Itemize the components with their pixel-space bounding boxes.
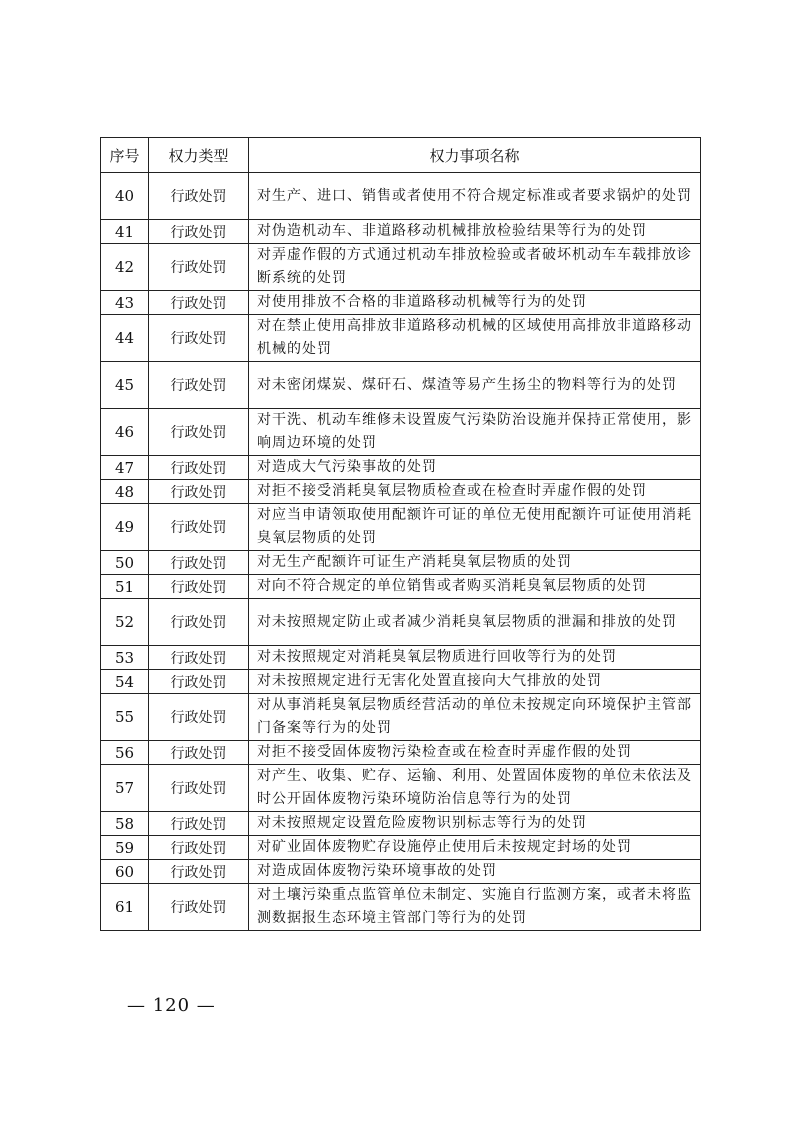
row-item-name: 对在禁止使用高排放非道路移动机械的区域使用高排放非道路移动机械的处罚 <box>249 315 701 362</box>
row-power-type: 行政处罚 <box>149 741 249 765</box>
row-power-type: 行政处罚 <box>149 220 249 244</box>
row-serial-number: 54 <box>101 670 149 694</box>
row-item-name: 对向不符合规定的单位销售或者购买消耗臭氧层物质的处罚 <box>249 575 701 599</box>
row-item-name: 对从事消耗臭氧层物质经营活动的单位未按规定向环境保护主管部门备案等行为的处罚 <box>249 694 701 741</box>
header-power-type: 权力类型 <box>149 138 249 173</box>
row-power-type: 行政处罚 <box>149 504 249 551</box>
page-number: — 120 — <box>127 995 216 1016</box>
row-item-name: 对应当申请领取使用配额许可证的单位无使用配额许可证使用消耗臭氧层物质的处罚 <box>249 504 701 551</box>
row-serial-number: 46 <box>101 409 149 456</box>
row-serial-number: 45 <box>101 362 149 409</box>
row-power-type: 行政处罚 <box>149 409 249 456</box>
row-serial-number: 43 <box>101 291 149 315</box>
row-serial-number: 61 <box>101 884 149 931</box>
row-power-type: 行政处罚 <box>149 480 249 504</box>
row-item-name: 对未按照规定防止或者减少消耗臭氧层物质的泄漏和排放的处罚 <box>249 599 701 646</box>
header-serial-number: 序号 <box>101 138 149 173</box>
table-row <box>101 836 701 860</box>
row-power-type: 行政处罚 <box>149 836 249 860</box>
table-row <box>101 599 701 646</box>
row-item-name: 对未按照规定进行无害化处置直接向大气排放的处罚 <box>249 670 701 694</box>
row-item-name: 对无生产配额许可证生产消耗臭氧层物质的处罚 <box>249 551 701 575</box>
header-item-name: 权力事项名称 <box>249 138 701 173</box>
row-serial-number: 52 <box>101 599 149 646</box>
table-row <box>101 291 701 315</box>
table-row <box>101 244 701 291</box>
row-serial-number: 49 <box>101 504 149 551</box>
row-serial-number: 53 <box>101 646 149 670</box>
row-power-type: 行政处罚 <box>149 599 249 646</box>
row-item-name: 对矿业固体废物贮存设施停止使用后未按规定封场的处罚 <box>249 836 701 860</box>
table-row <box>101 670 701 694</box>
row-serial-number: 60 <box>101 860 149 884</box>
row-item-name: 对造成固体废物污染环境事故的处罚 <box>249 860 701 884</box>
row-item-name: 对产生、收集、贮存、运输、利用、处置固体废物的单位未依法及时公开固体废物污染环境防治信息等行为的处罚 <box>249 765 701 812</box>
row-power-type: 行政处罚 <box>149 456 249 480</box>
row-item-name: 对生产、进口、销售或者使用不符合规定标准或者要求锅炉的处罚 <box>249 173 701 220</box>
row-power-type: 行政处罚 <box>149 173 249 220</box>
row-serial-number: 57 <box>101 765 149 812</box>
row-serial-number: 59 <box>101 836 149 860</box>
row-power-type: 行政处罚 <box>149 575 249 599</box>
table-row <box>101 741 701 765</box>
table-row <box>101 551 701 575</box>
row-serial-number: 44 <box>101 315 149 362</box>
row-item-name: 对使用排放不合格的非道路移动机械等行为的处罚 <box>249 291 701 315</box>
row-item-name: 对伪造机动车、非道路移动机械排放检验结果等行为的处罚 <box>249 220 701 244</box>
row-item-name: 对未密闭煤炭、煤矸石、煤渣等易产生扬尘的物料等行为的处罚 <box>249 362 701 409</box>
row-item-name: 对弄虚作假的方式通过机动车排放检验或者破坏机动车车载排放诊断系统的处罚 <box>249 244 701 291</box>
row-power-type: 行政处罚 <box>149 765 249 812</box>
row-power-type: 行政处罚 <box>149 860 249 884</box>
row-serial-number: 40 <box>101 173 149 220</box>
row-serial-number: 48 <box>101 480 149 504</box>
row-serial-number: 41 <box>101 220 149 244</box>
row-power-type: 行政处罚 <box>149 362 249 409</box>
table-header-row <box>101 138 701 173</box>
row-power-type: 行政处罚 <box>149 694 249 741</box>
row-item-name: 对干洗、机动车维修未设置废气污染防治设施并保持正常使用，影响周边环境的处罚 <box>249 409 701 456</box>
power-items-table <box>100 137 701 931</box>
row-power-type: 行政处罚 <box>149 244 249 291</box>
row-item-name: 对土壤污染重点监管单位未制定、实施自行监测方案，或者未将监测数据报生态环境主管部门等行为的处罚 <box>249 884 701 931</box>
row-serial-number: 56 <box>101 741 149 765</box>
row-item-name: 对拒不接受消耗臭氧层物质检查或在检查时弄虚作假的处罚 <box>249 480 701 504</box>
table-row <box>101 315 701 362</box>
table-row <box>101 409 701 456</box>
row-power-type: 行政处罚 <box>149 812 249 836</box>
table-row <box>101 884 701 931</box>
row-serial-number: 42 <box>101 244 149 291</box>
row-power-type: 行政处罚 <box>149 291 249 315</box>
table-row <box>101 575 701 599</box>
table-row <box>101 646 701 670</box>
row-serial-number: 58 <box>101 812 149 836</box>
row-power-type: 行政处罚 <box>149 670 249 694</box>
row-item-name: 对拒不接受固体废物污染检查或在检查时弄虚作假的处罚 <box>249 741 701 765</box>
table-row <box>101 765 701 812</box>
table-row <box>101 456 701 480</box>
row-power-type: 行政处罚 <box>149 884 249 931</box>
table-row <box>101 480 701 504</box>
row-serial-number: 47 <box>101 456 149 480</box>
row-item-name: 对未按照规定对消耗臭氧层物质进行回收等行为的处罚 <box>249 646 701 670</box>
row-serial-number: 51 <box>101 575 149 599</box>
table-row <box>101 504 701 551</box>
table-row <box>101 362 701 409</box>
row-power-type: 行政处罚 <box>149 646 249 670</box>
table-row <box>101 694 701 741</box>
row-power-type: 行政处罚 <box>149 315 249 362</box>
table-body <box>101 173 701 931</box>
row-power-type: 行政处罚 <box>149 551 249 575</box>
table-row <box>101 220 701 244</box>
table-row <box>101 860 701 884</box>
row-item-name: 对未按照规定设置危险废物识别标志等行为的处罚 <box>249 812 701 836</box>
row-item-name: 对造成大气污染事故的处罚 <box>249 456 701 480</box>
row-serial-number: 50 <box>101 551 149 575</box>
table-row <box>101 173 701 220</box>
row-serial-number: 55 <box>101 694 149 741</box>
table-row <box>101 812 701 836</box>
